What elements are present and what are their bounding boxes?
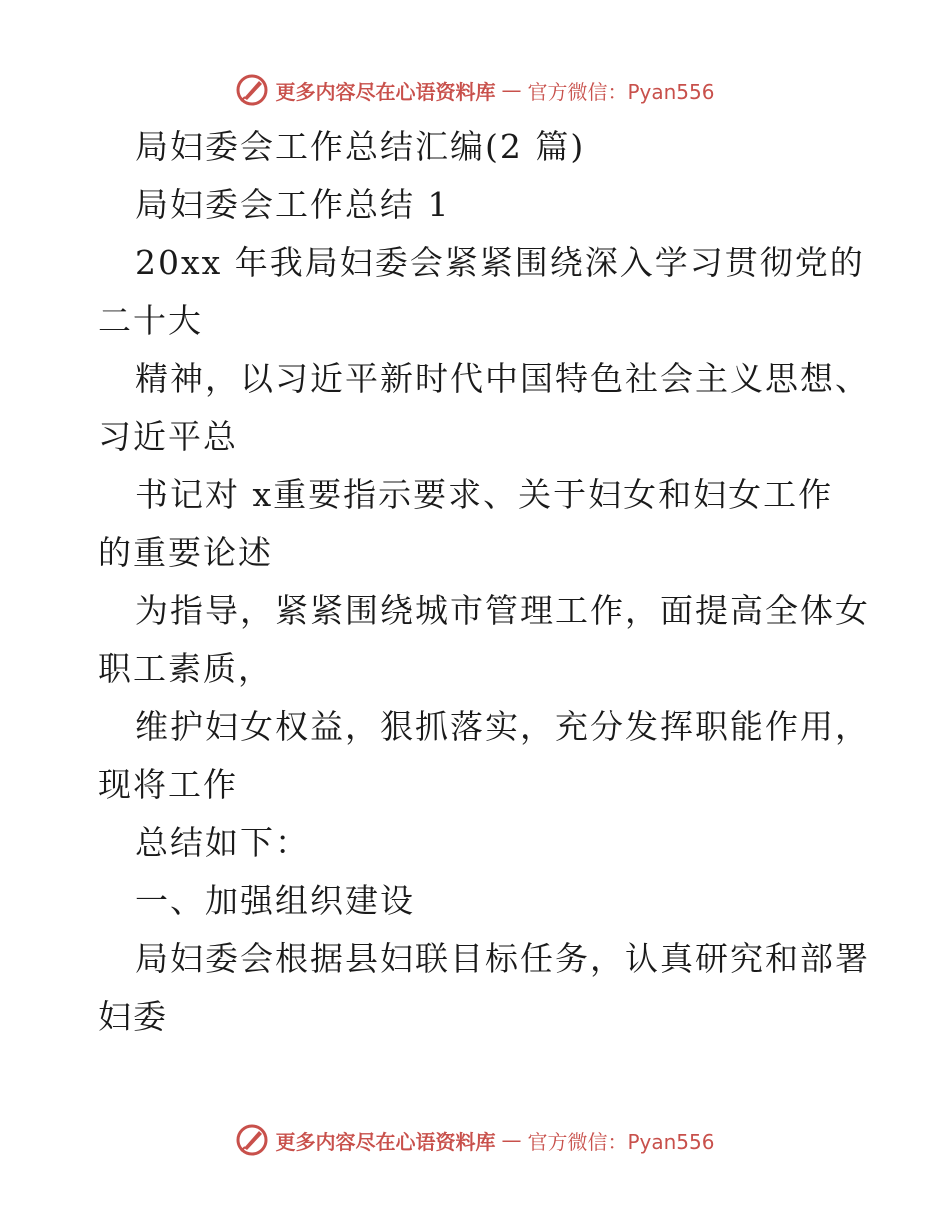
document-body bbox=[98, 118, 870, 1046]
body-line: 维护妇女权益，狠抓落实，充分发挥职能作用， bbox=[135, 707, 870, 746]
body-line: 二十大 bbox=[98, 301, 203, 340]
body-line: 的重要论述 bbox=[98, 533, 273, 572]
body-line: 现将工作 bbox=[98, 765, 238, 804]
document-title: 局妇委会工作总结汇编(2 篇) bbox=[135, 127, 586, 166]
footer-banner bbox=[0, 1120, 950, 1160]
quill-pen-logo-icon bbox=[235, 1123, 269, 1157]
body-line: 习近平总 bbox=[98, 417, 238, 456]
banner-wechat-text: 官方微信：Pyan556 bbox=[527, 79, 715, 104]
section-title: 局妇委会工作总结 1 bbox=[135, 185, 451, 224]
banner-separator: — bbox=[501, 78, 522, 102]
body-line: 妇委 bbox=[98, 997, 168, 1036]
banner-wechat-text: 官方微信：Pyan556 bbox=[527, 1129, 715, 1154]
body-line: 职工素质， bbox=[98, 649, 273, 688]
banner-separator: — bbox=[501, 1128, 522, 1152]
body-line: 20xx 年我局妇委会紧紧围绕深入学习贯彻党的 bbox=[135, 243, 865, 282]
body-line: 总结如下： bbox=[135, 823, 310, 862]
header-banner bbox=[0, 70, 950, 110]
body-line: 局妇委会根据县妇联目标任务，认真研究和部署 bbox=[135, 939, 870, 978]
body-line: 为指导，紧紧围绕城市管理工作，面提高全体女 bbox=[135, 591, 870, 630]
banner-main-text: 更多内容尽在心语资料库 bbox=[275, 79, 496, 104]
banner-main-text: 更多内容尽在心语资料库 bbox=[275, 1129, 496, 1154]
body-line: 书记对 x重要指示要求、关于妇女和妇女工作 bbox=[135, 475, 834, 514]
subsection-heading: 一、加强组织建设 bbox=[135, 881, 415, 920]
body-line: 精神，以习近平新时代中国特色社会主义思想、 bbox=[135, 359, 870, 398]
quill-pen-logo-icon bbox=[235, 73, 269, 107]
